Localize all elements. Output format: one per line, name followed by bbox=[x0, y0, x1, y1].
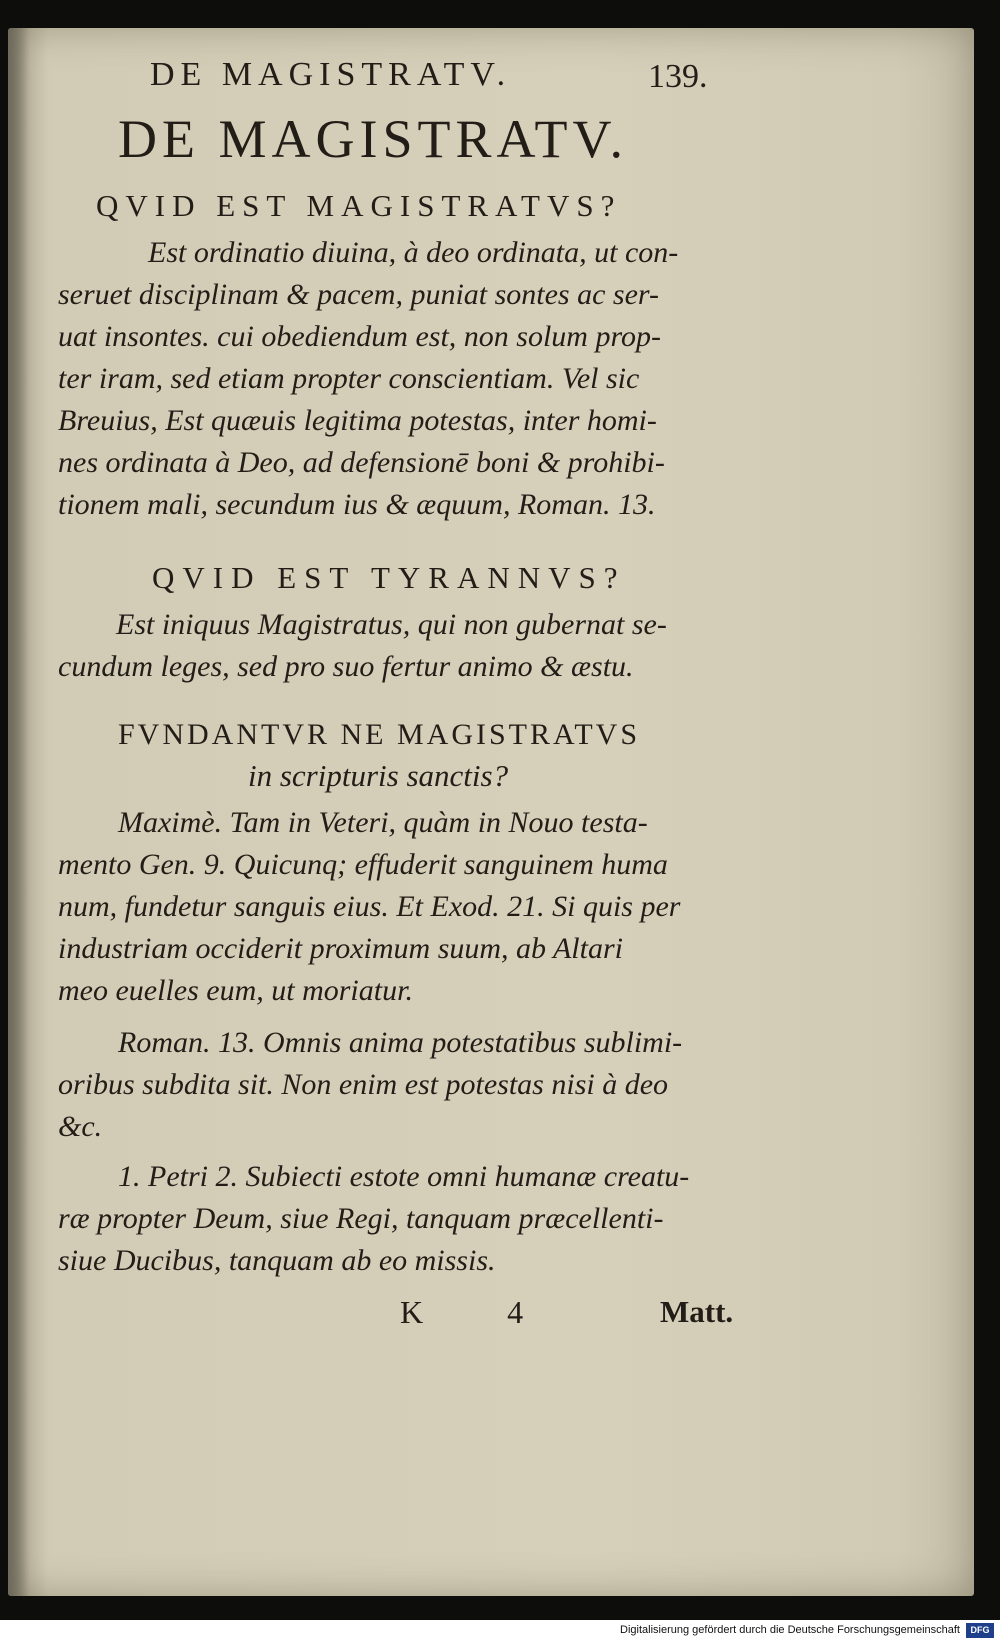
body-line: &c. bbox=[58, 1110, 103, 1143]
body-line: industriam occiderit proximum suum, ab Altari bbox=[58, 932, 623, 965]
chapter-title: DE MAGISTRATV. bbox=[118, 109, 629, 169]
body-line: ræ propter Deum, siue Regi, tanquam præcellenti- bbox=[58, 1202, 664, 1235]
body-line: ter iram, sed etiam propter conscientiam. Vel sic bbox=[58, 362, 640, 395]
catchword: Matt. bbox=[660, 1294, 734, 1329]
body-line: oribus subdita sit. Non enim est potestas nisi à deo bbox=[58, 1068, 669, 1101]
body-line: nes ordinata à Deo, ad defensionē boni & prohibi- bbox=[58, 446, 665, 479]
body-line: Maximè. Tam in Veteri, quàm in Nouo testa- bbox=[118, 806, 648, 839]
body-line: Est ordinatio diuina, à deo ordinata, ut con- bbox=[148, 236, 679, 269]
page-number: 139. bbox=[648, 58, 708, 95]
body-line: tionem mali, secundum ius & æquum, Roman. 13. bbox=[58, 488, 656, 521]
body-line: num, fundetur sanguis eius. Et Exod. 21. Si quis per bbox=[58, 890, 681, 923]
question-heading-tyrannus: QVID EST TYRANNVS? bbox=[152, 560, 626, 595]
body-line: mento Gen. 9. Quicunq; effuderit sanguinem huma bbox=[58, 848, 668, 881]
body-line: siue Ducibus, tanquam ab eo missis. bbox=[58, 1244, 496, 1277]
signature-mark bbox=[400, 1294, 525, 1331]
body-line: uat insontes. cui obediendum est, non solum prop- bbox=[58, 320, 662, 353]
footer-bar bbox=[0, 1620, 1000, 1642]
signature-letter: K bbox=[400, 1294, 426, 1330]
page-gutter-shadow bbox=[8, 28, 30, 1596]
running-head: DE MAGISTRATV. bbox=[150, 56, 512, 93]
body-line: Breuius, Est quæuis legitima potestas, inter homi- bbox=[58, 404, 657, 437]
body-line: seruet disciplinam & pacem, puniat sontes ac ser- bbox=[58, 278, 659, 311]
question-heading-magistratus: QVID EST MAGISTRATVS? bbox=[96, 188, 622, 223]
body-line: 1. Petri 2. Subiecti estote omni humanæ creatu- bbox=[118, 1160, 690, 1193]
body-line: Roman. 13. Omnis anima potestatibus sublimi- bbox=[118, 1026, 683, 1059]
dfg-logo-icon: DFG bbox=[966, 1623, 994, 1638]
body-line: Est iniquus Magistratus, qui non gubernat se- bbox=[116, 608, 667, 641]
footer-credit: Digitalisierung gefördert durch die Deutsche Forschungsgemeinschaft bbox=[620, 1624, 960, 1636]
body-line: cundum leges, sed pro suo fertur animo & æstu. bbox=[58, 650, 634, 683]
question-heading-fundantur-line2: in scripturis sanctis? bbox=[248, 758, 509, 793]
body-line: meo euelles eum, ut moriatur. bbox=[58, 974, 413, 1007]
question-heading-fundantur: FVNDANTVR NE MAGISTRATVS bbox=[118, 718, 641, 751]
signature-number: 4 bbox=[507, 1294, 526, 1330]
